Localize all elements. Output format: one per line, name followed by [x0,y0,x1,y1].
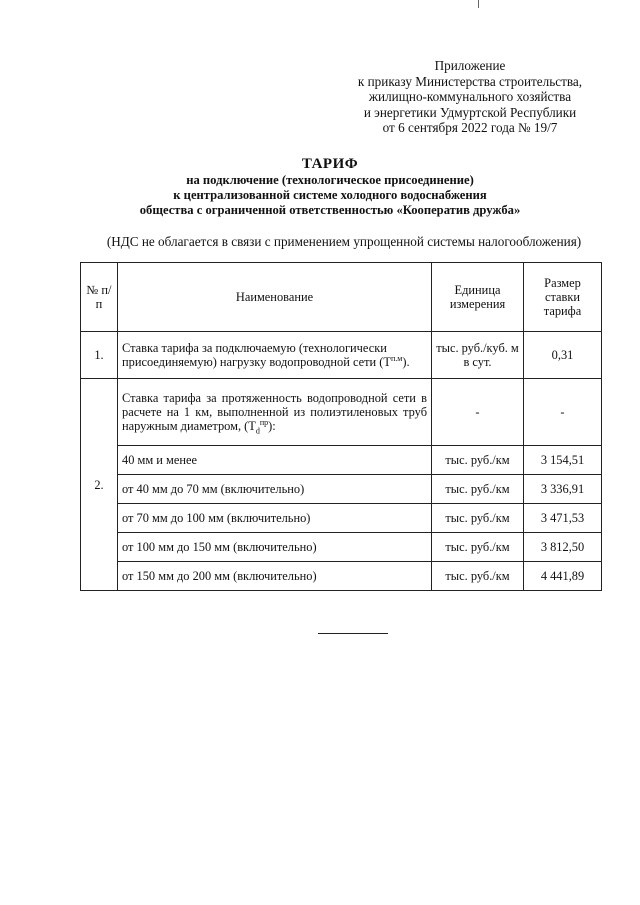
appendix-line: от 6 сентября 2022 года № 19/7 [382,120,558,135]
table-subrow [81,504,602,533]
appendix-line: и энергетики Удмуртской Республики [363,104,577,120]
table-subrow [81,475,602,504]
row-name: Ставка тарифа за протяженность водопроводной сети в расчете на 1 км, выполненной из полиэтиленовых труб наружным диаметром, $(Т_d^{пр})$: [118,379,432,446]
appendix-line: жилищно-коммунального хозяйства [368,89,572,104]
table-subrow [81,533,602,562]
row-unit: тыс. руб./куб. м в сут. [432,332,524,379]
table-subrow [81,562,602,591]
document-title [60,155,600,218]
header-num: № п/п [81,263,118,332]
table-header-row [81,263,602,332]
tariff-table [80,262,602,591]
subrow-rate: 3 812,50 [524,533,602,562]
subrow-unit: тыс. руб./км [432,446,524,475]
subrow-unit: тыс. руб./км [432,533,524,562]
subrow-unit: тыс. руб./км [432,562,524,591]
subrow-unit: тыс. руб./км [432,504,524,533]
header-rate: Размер ставки тарифа [524,263,602,332]
end-divider [318,633,388,634]
row-unit: - [432,379,524,446]
subrow-name: 40 мм и менее [118,446,432,475]
vat-note: (НДС не облагается в связи с применением упрощенной системы налогообложения) [106,234,582,249]
subrow-rate: 3 471,53 [524,504,602,533]
title-line: общества с ограниченной ответственностью «Кооператив дружба» [139,203,521,217]
appendix-reference [330,58,610,136]
row-rate: 0,31 [524,332,602,379]
subrow-rate: 3 336,91 [524,475,602,504]
header-name: Наименование [118,263,432,332]
row-num: 1. [81,332,118,379]
row-name: Ставка тарифа за подключаемую (технологически присоединяемую) нагрузку водопроводной сети $(Т^{п.м})$. [118,332,432,379]
appendix-line: Приложение [434,58,506,73]
subrow-unit: тыс. руб./км [432,475,524,504]
title-main: ТАРИФ [301,156,359,172]
header-unit: Единица измерения [432,263,524,332]
subrow-name: от 100 мм до 150 мм (включительно) [118,533,432,562]
scan-mark [478,0,479,8]
subrow-rate: 3 154,51 [524,446,602,475]
table-subrow [81,446,602,475]
subrow-name: от 40 мм до 70 мм (включительно) [118,475,432,504]
row-num: 2. [81,379,118,591]
table-row [81,332,602,379]
subrow-rate: 4 441,89 [524,562,602,591]
subrow-name: от 150 мм до 200 мм (включительно) [118,562,432,591]
subrow-name: от 70 мм до 100 мм (включительно) [118,504,432,533]
title-line: к централизованной системе холодного водоснабжения [173,188,487,202]
appendix-line: к приказу Министерства строительства, [357,73,583,89]
title-line: на подключение (технологическое присоединение) [186,173,474,187]
row-rate: - [524,379,602,446]
table-row [81,379,602,446]
